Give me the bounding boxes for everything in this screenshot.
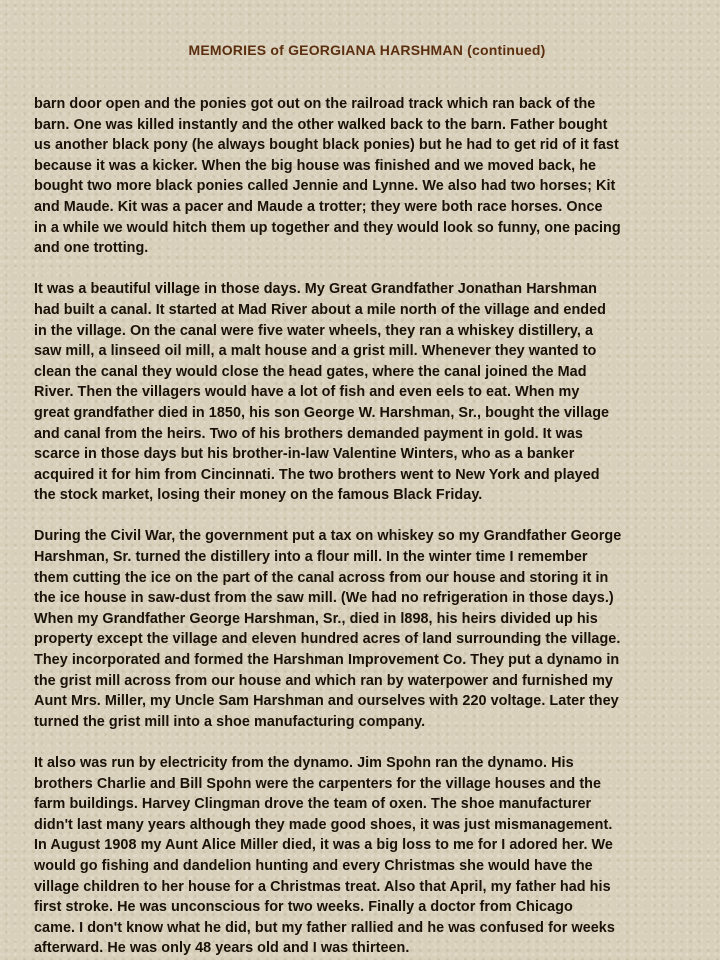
text-line: They incorporated and formed the Harshman Improvement Co. They put a dynamo in (34, 652, 620, 669)
text-line: When my Grandfather George Harshman, Sr., died in l898, his heirs divided up his (34, 610, 598, 627)
text-line: the grist mill across from our house and which ran by waterpower and furnished my (34, 672, 613, 689)
text-line: property except the village and eleven hundred acres of land surrounding the village. (34, 631, 621, 648)
text-line: farm buildings. Harvey Clingman drove the team of oxen. The shoe manufacturer (34, 796, 592, 813)
text-line: and one trotting. (34, 240, 149, 257)
text-line: great grandfather died in 1850, his son George W. Harshman, Sr., bought the village (34, 404, 610, 421)
text-line: them cutting the ice on the part of the canal across from our house and storing it in (34, 569, 609, 586)
paragraph (34, 526, 690, 732)
text-line: in the village. On the canal were five water wheels, they ran a whiskey distillery, a (34, 322, 594, 339)
text-line: turned the grist mill into a shoe manufacturing company. (34, 713, 426, 730)
text-line: came. I don't know what he did, but my father rallied and he was confused for weeks (34, 919, 615, 936)
paragraph (34, 94, 690, 259)
paragraph (34, 279, 690, 506)
text-line: didn't last many years although they made good shoes, it was just mismanagement. (34, 816, 613, 833)
text-line: village children to her house for a Christmas treat. Also that April, my father had his (34, 878, 611, 895)
text-line: During the Civil War, the government put a tax on whiskey so my Grandfather George (34, 528, 622, 545)
text-line: Harshman, Sr. turned the distillery into a flour mill. In the winter time I remember (34, 549, 588, 566)
text-line: afterward. He was only 48 years old and I was thirteen. (34, 940, 410, 957)
text-line: had built a canal. It started at Mad River about a mile north of the village and ended (34, 301, 607, 318)
text-line: the ice house in saw-dust from the saw mill. (We had no refrigeration in those days.) (34, 590, 614, 607)
text-line: It also was run by electricity from the dynamo. Jim Spohn ran the dynamo. His (34, 755, 574, 771)
text-line: brothers Charlie and Bill Spohn were the carpenters for the village houses and the (34, 775, 602, 792)
text-line: and canal from the heirs. Two of his brothers demanded payment in gold. It was (34, 425, 583, 442)
text-line: In August 1908 my Aunt Alice Miller died, it was a big loss to me for I adored her. We (34, 837, 613, 854)
text-line: saw mill, a linseed oil mill, a malt house and a grist mill. Whenever they wanted to (34, 343, 597, 360)
text-line: bought two more black ponies called Jennie and Lynne. We also had two horses; Kit (34, 178, 616, 195)
text-line: barn door open and the ponies got out on the railroad track which ran back of the (34, 96, 596, 112)
text-line: the stock market, losing their money on the famous Black Friday. (34, 487, 483, 504)
memoir-body (34, 94, 690, 959)
text-line: because it was a kicker. When the big house was finished and we moved back, he (34, 157, 597, 174)
text-line: River. Then the villagers would have a lot of fish and even eels to eat. When my (34, 384, 580, 401)
text-line: acquired it for him from Cincinnati. The two brothers went to New York and played (34, 466, 600, 483)
text-line: would go fishing and dandelion hunting and every Christmas she would have the (34, 857, 593, 874)
text-line: clean the canal they would close the head gates, where the canal joined the Mad (34, 363, 587, 380)
text-line: us another black pony (he always bought black ponies) but he had to get rid of it fast (34, 137, 619, 154)
text-line: Aunt Mrs. Miller, my Uncle Sam Harshman and ourselves with 220 voltage. Later they (34, 693, 619, 710)
paragraph (34, 753, 690, 959)
text-line: It was a beautiful village in those days. My Great Grandfather Jonathan Harshman (34, 281, 597, 298)
page-title: MEMORIES of GEORGIANA HARSHMAN (continued) (188, 42, 546, 58)
text-line: scarce in those days but his brother-in-law Valentine Winters, who as a banker (34, 446, 575, 463)
text-line: in a while we would hitch them up together and they would look so funny, one pacing (34, 219, 621, 236)
text-line: barn. One was killed instantly and the other walked back to the barn. Father bought (34, 116, 608, 133)
text-line: first stroke. He was unconscious for two weeks. Finally a doctor from Chicago (34, 899, 573, 916)
text-line: and Maude. Kit was a pacer and Maude a trotter; they were both race horses. Once (34, 198, 603, 215)
